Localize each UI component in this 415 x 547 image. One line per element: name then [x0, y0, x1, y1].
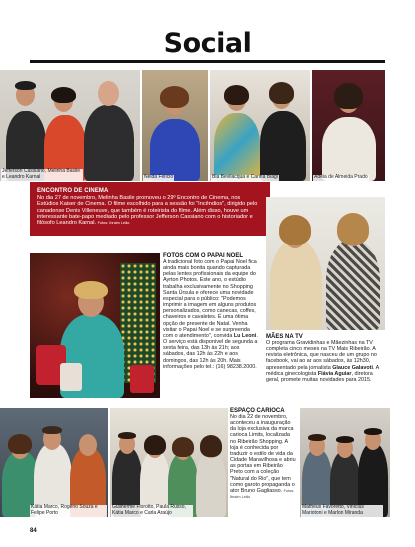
maes-tv-title: MÃES NA TV: [266, 334, 303, 340]
photo-maes-tv: [266, 197, 385, 330]
photo-papai-noel: [30, 253, 160, 398]
caption: Kátia Marco, Rogério Souza e Felipe Porto: [30, 505, 107, 517]
page-title: Social: [163, 28, 252, 59]
papai-noel-article: [163, 253, 261, 370]
cinema-box: [30, 182, 270, 236]
cinema-box-credit: Fotos: Ibraim Leão: [97, 221, 130, 226]
caption: Adeia de Almeida Prado: [314, 174, 368, 181]
caption: Matheus Favoretto, Vinícius Mariotoni e Marlon Miranda: [301, 505, 383, 517]
cinema-box-text: No dia 27 de novembro, Melinha Basile promoveu o 29º Encontro de Cinema, nos Estúdios Kaiser de Cinema. O filme escolhido para a sessão foi "Incêndios", dirigido pelo canadense Denis Villeneuve, que também é roteirista do filme. Além disso, houve um interessante bate-papo mediado pelo professor Jefferson Cassiano com o historiador e filósofo Leandro Karnal.: [37, 195, 258, 227]
carioca-text: No dia 22 de novembro, aconteceu a inauguração da loja exclusiva da marca carioca Limits, localizada no Ribeirão Shopping. A loja é conhecida por traduzir o estilo de vida da Cidade Maravilhosa e abriu as portas em Ribeirão Preto com a coleção "Natural do Rio", que tem como garoto propaganda o ator Bruno Gagliasso. Fotos: Ibraim Leão: [230, 414, 296, 500]
papai-noel-text: A tradicional foto com o Papai Noel fica ainda mais bonita quando capturada pelas lentes profissionais da equipe do Ayrton Photos. Este ano, o estúdio trabalha exclusivamente no Shopping Santa Úrsula e oferece uma novidade especial para o público: "Podemos imprimir a imagem em alguns produtos personalizados, como canecas, coffes, chaveiros e cavaletes. É uma ótima opção de presente de Natal. Venha visitar o Papai Noel e se surpreenda com o atendimento", convida Lu Leoni. O serviço está disponível de segunda a sexta feira, das 13h às 21h; aos sábados, das 12h às 22h e aos domingos, das 12h às 20h. Mais informações pelo tel.: (16) 98238.2000.: [163, 259, 258, 370]
cinema-box-title: ENCONTRO DE CINEMA: [37, 188, 109, 194]
title-rule: [30, 60, 385, 63]
photo-matheus-vinicius-marlon: [300, 408, 390, 517]
photo-guilherme-paula-katia-carla: [110, 408, 228, 517]
photo-cinema-group: [0, 70, 140, 181]
carioca-article: [230, 408, 296, 500]
maes-tv-text: O programa Gravidinhas e Mãezinhas na TV completa cinco meses na TV Mais Ribeirão. A revista eletrônica, que nasceu de um grupo no facebook, vai ao ar aos sábados, às 12h30, apresentado pela jornalista Glauce Galavoti. A médica ginecologista Flávia Aguiar, diretora geral, promete muitas novidades para 2015.: [266, 340, 379, 383]
photo-katia-rogerio-felipe: [0, 408, 108, 517]
page-number: 84: [30, 528, 37, 534]
caption: Guilherme Fiorotto, Paula Russo, Kátia Marco e Carla Araújo: [111, 505, 193, 517]
carioca-title: ESPAÇO CARIOCA: [230, 408, 285, 414]
papai-noel-title: FOTOS COM O PAPAI NOEL: [163, 253, 244, 259]
caption: Bia Bevilacqua e Carina Biagi: [212, 174, 278, 181]
photo-adeia: [312, 70, 385, 181]
caption: Jefferson Cassiano, Melinha Basile e Leandro Karnal: [1, 169, 83, 181]
caption: Neida Felício: [144, 174, 174, 181]
maes-tv-article: [266, 334, 385, 383]
photo-bia-carina: [210, 70, 310, 181]
photo-neida: [142, 70, 208, 181]
